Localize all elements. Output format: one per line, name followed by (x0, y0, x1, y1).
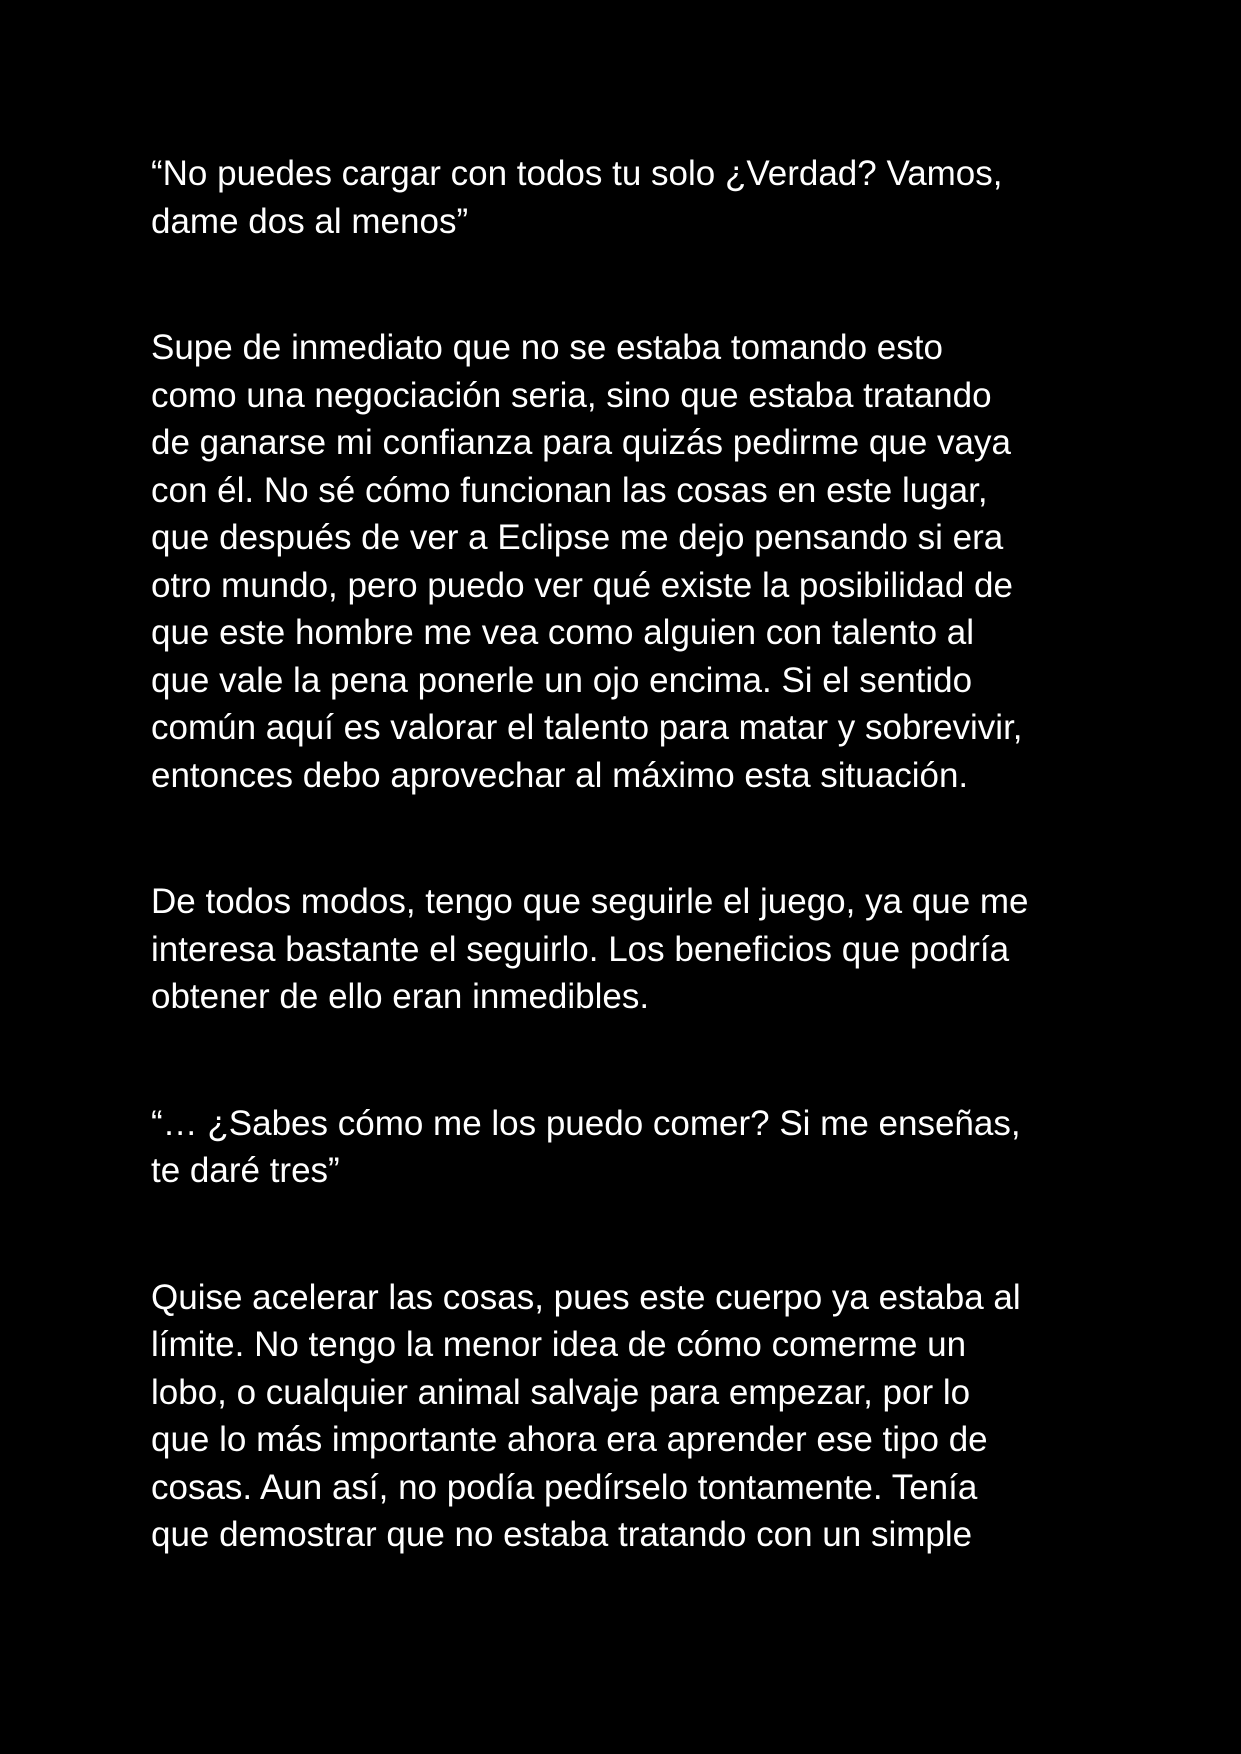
paragraph-narration-3: Quise acelerar las cosas, pues este cuerpo ya estaba al límite. No tengo la menor idea de cómo comerme un lobo, o cualquier animal salvaje para empezar, por lo que lo más importante ahora era aprender ese tipo de cosas. Aun así, no podía pedírselo tontamente. Tenía que demostrar que no estaba tratando con un simple (151, 1277, 1021, 1554)
paragraph-dialogue-2: “… ¿Sabes cómo me los puedo comer? Si me enseñas, te daré tres” (151, 1103, 1021, 1190)
paragraph-dialogue-1: “No puedes cargar con todos tu solo ¿Verdad? Vamos, dame dos al menos” (151, 154, 1003, 241)
paragraph-narration-1: Supe de inmediato que no se estaba tomando esto como una negociación seria, sino que estaba tratando de ganarse mi confianza para quizás pedirme que vaya con él. No sé cómo funcionan las cosas en este lugar, que después de ver a Eclipse me dejo pensando si era otro mundo, pero puedo ver qué existe la posibilidad de que este hombre me vea como alguien con talento al que vale la pena ponerle un ojo encima. Si el sentido común aquí es valorar el talento para matar y sobrevivir, entonces debo aprovechar al máximo esta situación. (151, 328, 1023, 795)
document-body (151, 150, 1091, 1559)
paragraph-narration-2: De todos modos, tengo que seguirle el juego, ya que me interesa bastante el seguirlo. Los beneficios que podría obtener de ello eran inmedibles. (151, 882, 1029, 1016)
